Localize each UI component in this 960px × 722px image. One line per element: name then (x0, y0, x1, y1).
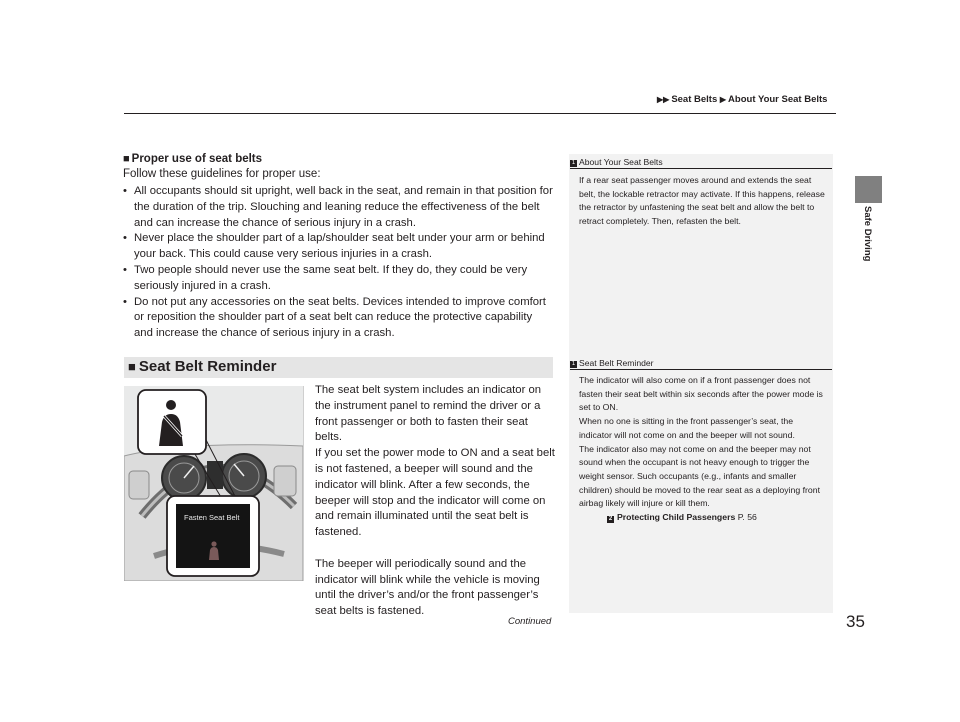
link-arrow-icon: 2 (608, 516, 613, 523)
list-item (123, 184, 553, 231)
instrument-panel-illustration (124, 386, 304, 581)
chapter-tab-label (856, 206, 882, 286)
section-heading-text: Proper use of seat belts (131, 153, 263, 165)
breadcrumb-item-about-your-seat-belts[interactable]: About Your Seat Belts (728, 94, 828, 105)
intro-text: Follow these guidelines for proper use: (123, 168, 321, 180)
bullet-icon: • (123, 263, 127, 276)
reminder-paragraph: The seat belt system includes an indicator on the instrument panel to remind the driver or a front passenger or both to fasten their seat belts. (315, 384, 542, 444)
header-divider (124, 113, 836, 114)
note-paragraph: When no one is sitting in the front passenger’s seat, the indicator will not come on and the beeper will not sound. (579, 416, 795, 440)
continued-label: Continued (508, 616, 552, 627)
section-title-text: Seat Belt Reminder (138, 358, 277, 375)
reminder-paragraph: If you set the power mode to ON and a seat belt is not fastened, a beeper will sound and the indicator will blink. After a few seconds, the beeper will stop and the indicator will come on and remain illuminated until the seat belt is fastened. (315, 447, 555, 539)
breadcrumb-item-seat-belts[interactable]: Seat Belts (671, 94, 718, 105)
section-title-seat-belt-reminder (128, 358, 276, 375)
bullet-icon: • (123, 232, 127, 245)
list-item (123, 231, 553, 263)
note-body-about-seat-belts (579, 174, 827, 229)
list-item-text: All occupants should sit upright, well back in the seat, and remain in that position for the duration of the trip. Slouching and leaning reduce the effectiveness of the belt and can increase the chance of serious injury in a crash. (134, 185, 553, 229)
note-paragraph: The indicator will also come on if a front passenger does not fasten their seat belt within six seconds after the power mode is set to ON. (579, 375, 823, 413)
cross-reference-link[interactable] (579, 511, 827, 525)
list-item-text: Do not put any accessories on the seat belts. Devices intended to improve comfort or reposition the shoulder part of a seat belt can reduce the protective capability and increase the chance of serious injury in a crash. (134, 295, 546, 340)
guideline-list (123, 184, 553, 342)
note-body-seat-belt-reminder (579, 374, 827, 525)
bullet-icon: • (123, 295, 127, 308)
reminder-paragraph: The beeper will periodically sound and the indicator will blink while the vehicle is moving until the driver’s and/or the front passenger’s seat belts is fastened. (315, 557, 540, 618)
list-item-text: Never place the shoulder part of a lap/shoulder seat belt under your arm or behind your back. This could cause very serious injuries in a crash. (134, 232, 545, 261)
note-heading-text: Seat Belt Reminder (579, 358, 654, 368)
chapter-tab-text: Safe Driving (862, 206, 873, 262)
arrow-icon: ▶▶ (657, 95, 670, 104)
xref-page[interactable]: P. 56 (737, 512, 757, 523)
list-item (123, 295, 553, 342)
note-paragraph: If a rear seat passenger moves around and extends the seat belt, the lockable retractor may activate. If this happens, release the retractor by unfastening the seat belt and allow the belt to retract completely. Then, refasten the belt. (579, 175, 825, 227)
chapter-tab-marker (855, 176, 882, 203)
bullet-icon: • (123, 185, 127, 197)
note-divider (570, 369, 832, 370)
square-bullet-icon: ■ (123, 153, 130, 165)
note-divider (570, 168, 832, 169)
dashboard-drawing (124, 386, 303, 581)
note-icon: 1 (571, 160, 576, 166)
list-item-text: Two people should never use the same seat belt. If they do, they could be very seriously injured in a crash. (134, 263, 528, 292)
reminder-text (315, 383, 555, 620)
xref-label[interactable]: Protecting Child Passengers (617, 512, 736, 523)
breadcrumb (657, 94, 827, 105)
note-heading-about-seat-belts (570, 157, 663, 167)
note-paragraph: The indicator also may not come on and the beeper may not sound when the occupant is not heavy enough to trigger the weight sensor. Such occupants (e.g., infants and smaller children) should be moved to the rear seat as a deploying front airbag likely will injure or kill them. (579, 443, 820, 509)
fasten-seat-belt-label: Fasten Seat Belt (184, 513, 240, 522)
note-icon: 1 (571, 361, 576, 367)
square-bullet-icon: ■ (128, 359, 136, 374)
page-number: 35 (846, 612, 865, 631)
note-heading-text: About Your Seat Belts (579, 157, 663, 167)
note-heading-seat-belt-reminder (570, 358, 654, 368)
section-heading-proper-use (123, 153, 262, 165)
arrow-icon: ▶ (719, 95, 727, 104)
list-item (123, 263, 553, 295)
